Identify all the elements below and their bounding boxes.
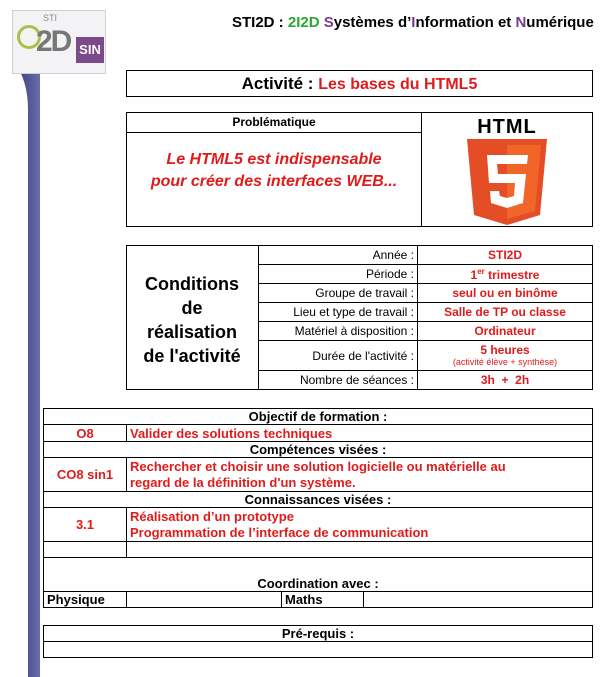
activity-prefix: Activité :	[241, 74, 319, 93]
logo-sti: STI	[43, 13, 58, 23]
connaissances-title: Connaissances visées :	[44, 492, 593, 508]
problematique-box	[126, 112, 422, 227]
problematique-line1: Le HTML5 est indispensable	[166, 151, 382, 168]
conditions-title-line2: de	[181, 298, 203, 318]
sti2d-sin-logo	[12, 10, 106, 74]
conditions-box	[126, 245, 593, 390]
row-groupe-label: Groupe de travail :	[259, 284, 418, 303]
row-lieu-label: Lieu et type de travail :	[259, 303, 418, 322]
connaissances-empty-code	[44, 542, 127, 558]
header-ystemes: ystèmes d’	[333, 14, 412, 31]
problematique-label: Problématique	[127, 113, 421, 133]
row-periode-value	[418, 265, 593, 284]
competences-code: CO8 sin1	[44, 458, 127, 492]
coord-maths: Maths	[282, 592, 364, 608]
conditions-title-line4: de l'activité	[143, 346, 241, 366]
header-i: I	[411, 14, 416, 31]
row-materiel-label: Matériel à disposition :	[259, 322, 418, 341]
page-header	[232, 14, 594, 31]
objectif-text: Valider des solutions techniques	[127, 425, 593, 442]
competences-title: Compétences visées :	[44, 442, 593, 458]
coordination-spacer	[44, 558, 593, 576]
row-periode-label: Période :	[259, 265, 418, 284]
duree-sub: (activité élève + synthèse)	[452, 356, 558, 367]
header-umerique: umérique	[526, 14, 594, 31]
connaissances-line2: Programmation de l’interface de communication	[130, 524, 429, 540]
prerequis-value	[44, 642, 593, 658]
conditions-table	[258, 245, 593, 390]
competences-line1: Rechercher et choisir une solution logicielle ou matérielle au	[130, 458, 506, 474]
coord-physique: Physique	[44, 592, 127, 608]
conditions-title	[127, 272, 257, 368]
coord-physique-value	[127, 592, 282, 608]
row-seances-value: 3h + 2h	[418, 371, 593, 390]
logo-sin: SIN	[76, 37, 104, 63]
periode-num: 1	[470, 267, 478, 282]
row-groupe-value: seul ou en binôme	[418, 284, 593, 303]
objectifs-table	[43, 408, 593, 658]
prerequis-spacer	[44, 608, 593, 626]
header-s: S	[319, 14, 334, 31]
row-seances-label: Nombre de séances :	[259, 371, 418, 390]
objectif-code: O8	[44, 425, 127, 442]
row-lieu-value: Salle de TP ou classe	[418, 303, 593, 322]
row-annee-value: STI2D	[418, 246, 593, 265]
competences-text	[127, 458, 593, 492]
periode-sup: er	[477, 266, 485, 276]
prerequis-title: Pré-requis :	[44, 626, 593, 642]
logo-2d: 2D	[36, 25, 71, 58]
connaissances-code: 3.1	[44, 508, 127, 542]
row-duree-label: Durée de l'activité :	[259, 341, 418, 371]
header-n: N	[515, 14, 527, 31]
header-sti2d: STI2D	[232, 14, 275, 31]
connaissances-empty-text	[127, 542, 593, 558]
periode-text: trimestre	[484, 267, 540, 282]
duree-value: 5 heures	[480, 342, 530, 357]
problematique-line2: pour créer des interfaces WEB...	[150, 173, 398, 190]
objectif-title: Objectif de formation :	[44, 409, 593, 425]
header-sep: :	[274, 14, 288, 31]
side-band	[0, 0, 40, 677]
row-materiel-value: Ordinateur	[418, 322, 593, 341]
coordination-title: Coordination avec :	[44, 576, 593, 592]
header-2i2d: 2I2D	[287, 14, 320, 31]
activity-title: Les bases du HTML5	[318, 76, 478, 93]
connaissances-line1: Réalisation d’un prototype	[130, 508, 294, 524]
header-nformation: nformation et	[415, 14, 516, 31]
row-annee-label: Année :	[259, 246, 418, 265]
competences-line2: regard de la définition d'un système.	[130, 474, 356, 490]
row-duree-value	[418, 341, 593, 371]
coord-maths-value	[364, 592, 593, 608]
html5-shield-icon	[465, 139, 549, 225]
conditions-title-line3: réalisation	[146, 322, 238, 342]
html5-logo-text: HTML	[477, 116, 537, 138]
html5-logo-box	[421, 112, 593, 227]
connaissances-text	[127, 508, 593, 542]
conditions-title-line1: Conditions	[145, 274, 239, 294]
activity-title-box	[126, 70, 593, 97]
